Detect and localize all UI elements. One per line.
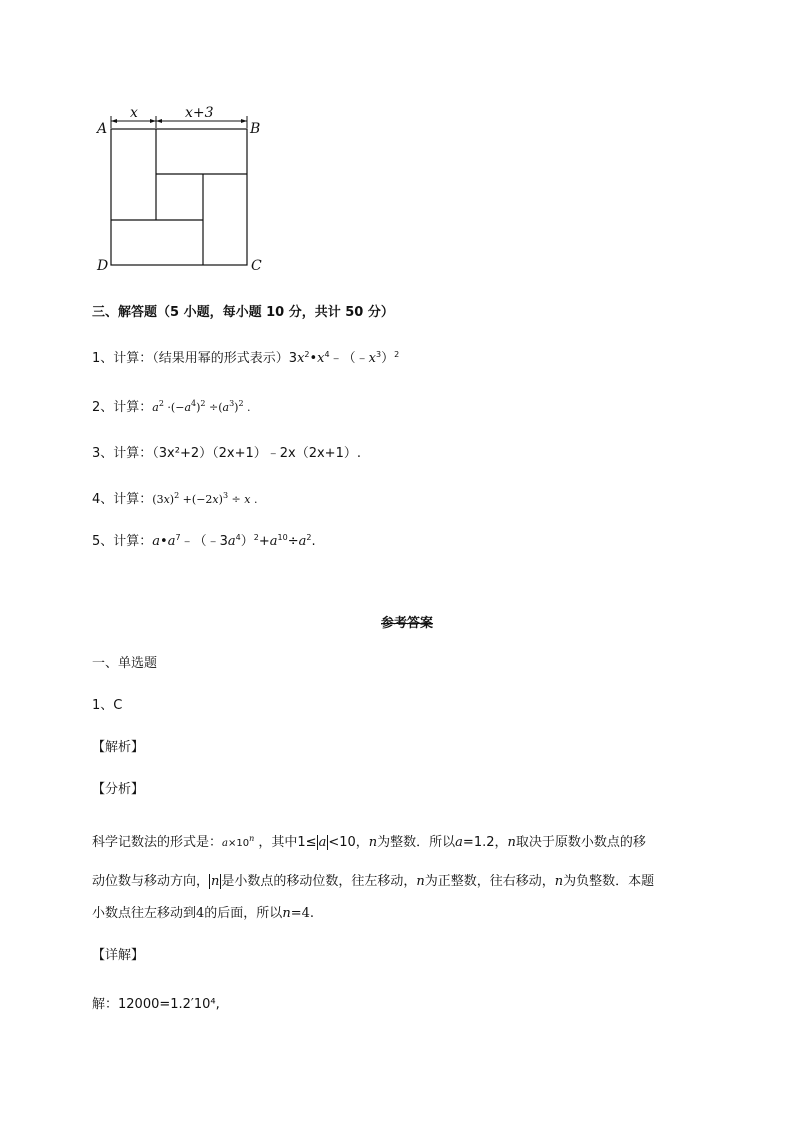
question-2 (92, 395, 251, 417)
analysis-line-3-d: =4. (290, 906, 314, 921)
var-n: n (507, 835, 516, 850)
analysis-line-2-a: 动位数与移动方向， (92, 874, 210, 889)
answer-item-1: 1、C (92, 698, 123, 713)
question-3 (92, 445, 361, 463)
detail-tag: 【详解】 (92, 948, 145, 963)
analysis-line-1-f: 取决于原数小数点的移 (515, 835, 646, 850)
answer-part1-heading: 一、单选题 (92, 656, 158, 671)
analysis-line-1-e: =1.2， (462, 835, 508, 850)
analysis-line-1-b: ，其中1≤ (258, 835, 317, 850)
analysis-line-2-d: 为负整数．本题 (563, 874, 655, 889)
var-n: n (368, 835, 378, 850)
analysis-line-3-c: 的后面，所以 (204, 906, 283, 921)
figure-corner-a: A (97, 121, 108, 137)
solution-line: 解：12000=1.2′10⁴, (92, 997, 220, 1012)
sci-notation-formula: a (222, 838, 228, 849)
question-1-prefix: 1、计算：（结果用幂的形式表示） (92, 351, 289, 366)
var-n: n (282, 906, 291, 921)
question-4 (92, 487, 257, 509)
analysis-line-3 (92, 905, 314, 923)
abs-a: a (318, 835, 327, 850)
question-4-expression: $(3x)^2 +(-2x)^3 \div x$ . (152, 491, 258, 506)
var-n: n (554, 874, 564, 889)
question-3-expression: （3x²+2）（2x+1）﹣2x（2x+1）. (152, 446, 361, 461)
question-4-prefix: 4、计算： (92, 492, 153, 507)
question-2-expression: $a^2 \cdot(-a^4)^2 \div(a^3)^2$ . (152, 399, 251, 414)
question-2-prefix: 2、计算： (92, 400, 153, 415)
section3-heading: 三、解答题（5 小题，每小题 10 分，共计 50 分） (92, 305, 394, 320)
analysis-line-2-c: 为正整数，往右移动， (424, 874, 555, 889)
figure-label-x: x (130, 105, 138, 121)
question-5-expression: $a•a^7﹣(﹣3a^4)^2+a^{10}\div a^2$. (152, 533, 316, 549)
question-5 (92, 529, 316, 551)
analysis-line-1-d: 为整数．所以 (377, 835, 456, 850)
analysis-line-2-b: 是小数点的移动位数，往左移动， (221, 874, 417, 889)
abs-n: n (211, 874, 220, 889)
fenxi-tag: 【分析】 (92, 782, 145, 797)
question-1-expression: $3x^2•x^4﹣(﹣x^3)^2$ (288, 350, 400, 366)
figure-label-x-plus-3: x+3 (185, 105, 214, 121)
figure-corner-c: C (251, 258, 262, 274)
analysis-tag: 【解析】 (92, 740, 145, 755)
analysis-line-2 (92, 873, 654, 891)
figure-corner-d: D (97, 258, 109, 274)
analysis-line-1-a: 科学记数法的形式是： (92, 835, 223, 850)
analysis-line-3-a: 小数点往左移动到 (92, 906, 197, 921)
var-n: n (416, 874, 425, 889)
question-5-prefix: 5、计算： (92, 534, 153, 549)
analysis-line-1-c: <10， (328, 835, 369, 850)
var-a: a (455, 835, 463, 850)
question-1 (92, 346, 399, 368)
analysis-line-3-b: 4 (196, 906, 205, 921)
analysis-line-1: 科学记数法的形式是：$a\times 10^n$ ，其中1≤ a <10，n为整数．所以a=1.2，n取决于原数小数点的移 (92, 834, 646, 850)
question-3-prefix: 3、计算： (92, 446, 153, 461)
figure-corner-b: B (250, 121, 261, 137)
answer-title: 参考答案 (381, 616, 434, 631)
